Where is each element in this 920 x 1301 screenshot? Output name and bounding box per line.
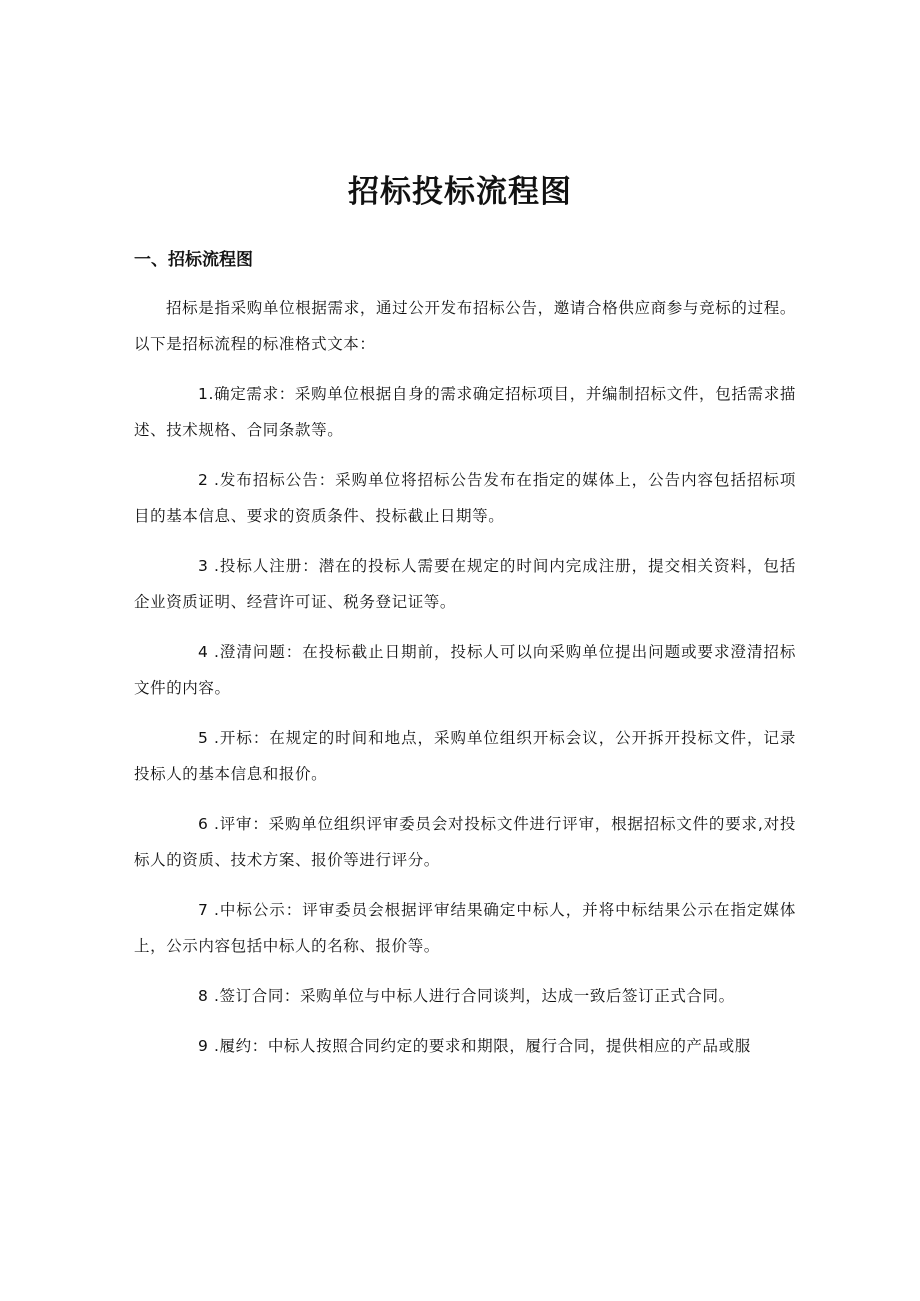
step-number: 5 . xyxy=(198,729,220,747)
step-paragraph xyxy=(134,462,796,534)
step-text: 履约：中标人按照合同约定的要求和期限，履行合同，提供相应的产品或服 xyxy=(219,1037,751,1055)
step-number: 6 . xyxy=(198,815,220,833)
section-heading: 一、招标流程图 xyxy=(134,250,253,270)
step-paragraph xyxy=(134,634,796,706)
step-paragraph xyxy=(134,806,796,878)
step-number: 7 . xyxy=(198,901,220,919)
step-paragraph xyxy=(134,720,796,792)
step-number: 1. xyxy=(198,385,214,403)
step-text: 澄清问题：在投标截止日期前，投标人可以向采购单位提出问题或要求澄清招标文件的内容。 xyxy=(134,643,796,697)
step-text: 评审：采购单位组织评审委员会对投标文件进行评审，根据招标文件的要求,对投标人的资质、技术方案、报价等进行评分。 xyxy=(134,815,796,869)
page-title: 招标投标流程图 xyxy=(348,174,572,210)
step-number: 8 . xyxy=(198,987,220,1005)
step-text: 开标：在规定的时间和地点，采购单位组织开标会议，公开拆开投标文件，记录投标人的基本信息和报价。 xyxy=(134,729,796,783)
step-text: 投标人注册：潜在的投标人需要在规定的时间内完成注册，提交相关资料，包括企业资质证明、经营许可证、税务登记证等。 xyxy=(134,557,796,611)
step-text: 确定需求：采购单位根据自身的需求确定招标项目，并编制招标文件，包括需求描述、技术规格、合同条款等。 xyxy=(134,385,796,439)
step-paragraph xyxy=(134,548,796,620)
intro-paragraph: 招标是指采购单位根据需求，通过公开发布招标公告，邀请合格供应商参与竞标的过程。以下是招标流程的标准格式文本： xyxy=(134,299,796,353)
step-paragraph xyxy=(134,1028,796,1064)
step-text: 发布招标公告：采购单位将招标公告发布在指定的媒体上，公告内容包括招标项目的基本信息、要求的资质条件、投标截止日期等。 xyxy=(134,471,796,525)
step-paragraph xyxy=(134,376,796,448)
step-number: 2 . xyxy=(198,471,220,489)
step-number: 4 . xyxy=(198,643,220,661)
step-text: 中标公示：评审委员会根据评审结果确定中标人，并将中标结果公示在指定媒体上，公示内容包括中标人的名称、报价等。 xyxy=(134,901,796,955)
step-paragraph xyxy=(134,978,796,1014)
step-paragraph xyxy=(134,892,796,964)
step-number: 9 . xyxy=(198,1037,220,1055)
step-number: 3 . xyxy=(198,557,220,575)
step-text: 签订合同：采购单位与中标人进行合同谈判，达成一致后签订正式合同。 xyxy=(219,987,735,1005)
